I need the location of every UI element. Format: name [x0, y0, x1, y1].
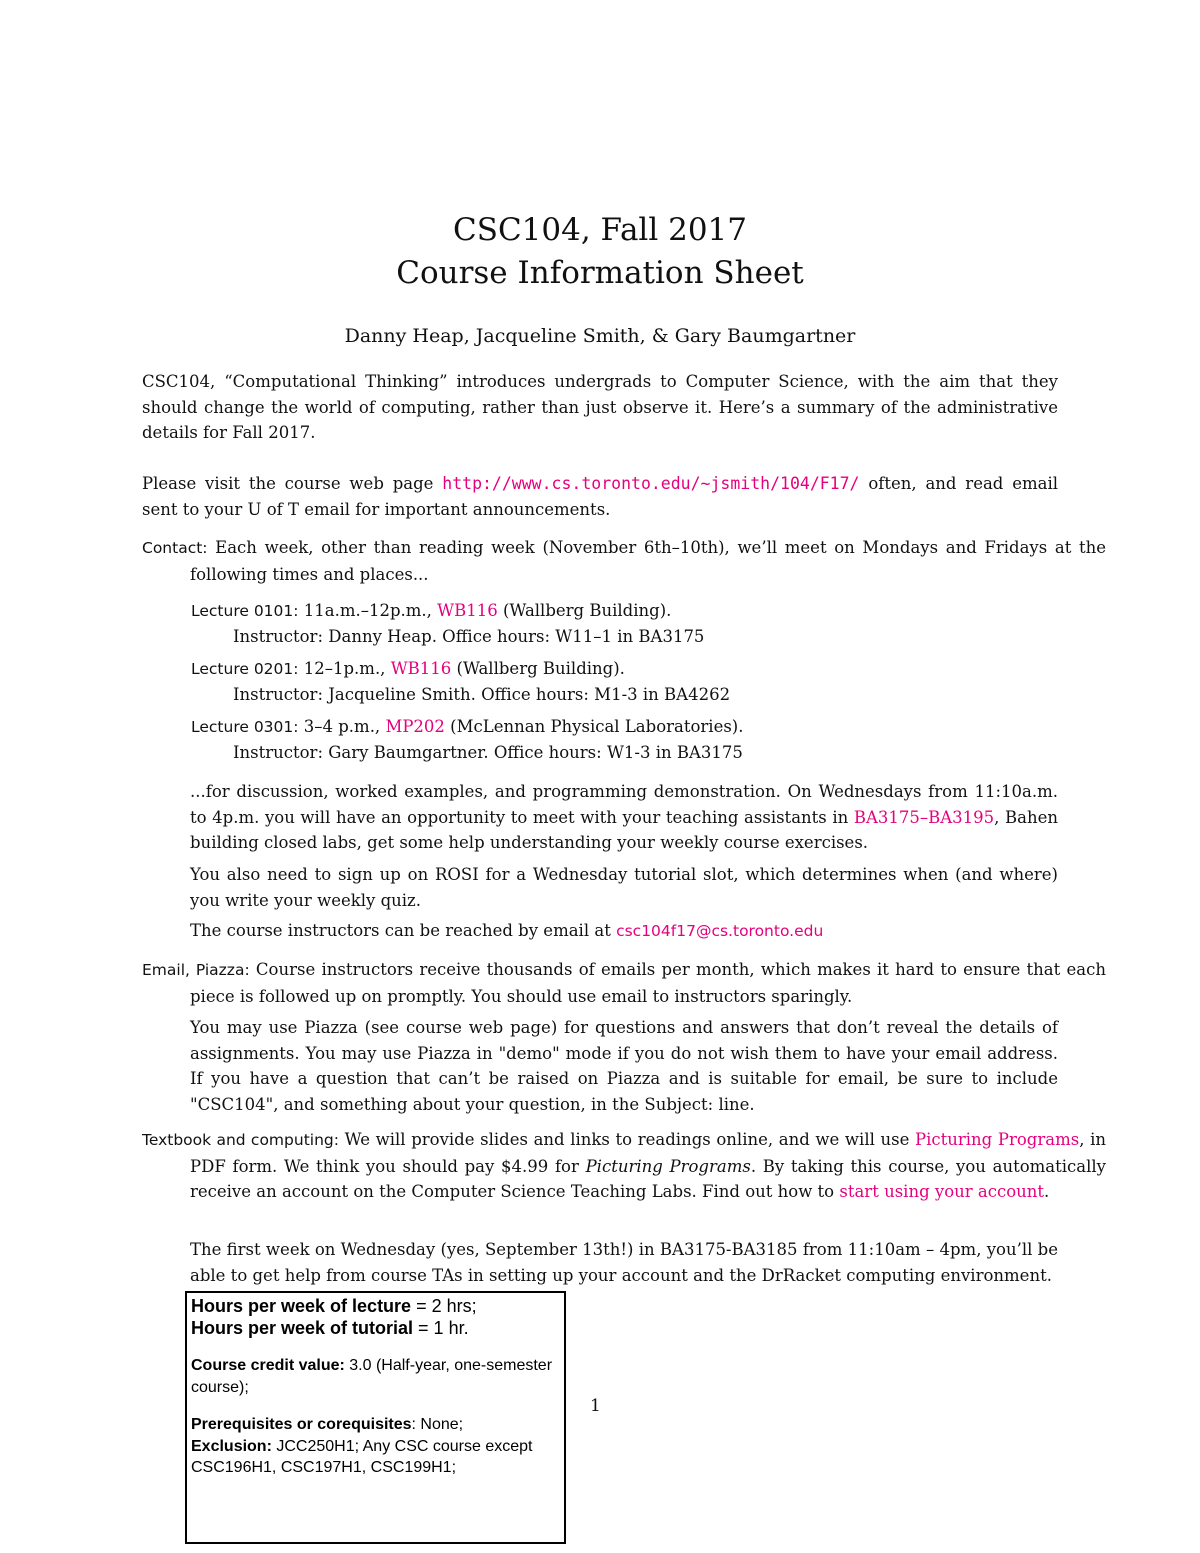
credit-value-text: 3.0 (Half-year, one-semester course);	[191, 1357, 553, 1396]
textbook-text-2: , in PDF form. We think you should pay $4.99 for	[190, 1130, 1107, 1176]
authors-line: Danny Heap, Jacqueline Smith, & Gary Baumgartner	[344, 325, 856, 347]
building-text: (Wallberg Building).	[497, 601, 672, 620]
lecture-0101	[191, 598, 704, 649]
tutorial-hours-label: Hours per week of tutorial	[191, 1318, 414, 1338]
piazza-paragraph: You may use Piazza (see course web page) for questions and answers that don’t reveal the details of assignments. You may use Piazza in "demo" mode if you do not wish them to have your email address. If you have a question that can’t be raised on Piazza and is suitable for email, be sure to include "CSC104", and something about your question, in the Subject: line.	[190, 1018, 1058, 1114]
visit-text-after: often, and read email sent to your U of T email for important announcements.	[142, 474, 1058, 519]
exclusion-line	[191, 1436, 564, 1479]
email-piazza-paragraph	[142, 957, 1106, 1009]
tutorial-hours-value: = 1 hr.	[413, 1318, 469, 1338]
prerequisites-value: : None;	[411, 1416, 464, 1433]
textbook-text-1: We will provide slides and links to readings online, and we will use	[338, 1130, 916, 1149]
lecture-time: 3–4 p.m.,	[298, 717, 386, 736]
contact-text: Each week, other than reading week (November 6th–10th), we’ll meet on Mondays and Fridays at the following times and places...	[190, 538, 1106, 584]
lab-rooms-link[interactable]: BA3175–BA3195	[853, 807, 995, 827]
textbook-text-4: .	[1044, 1182, 1050, 1201]
textbook-label: Textbook and computing:	[142, 1131, 339, 1149]
instructor-email-link[interactable]: csc104f17@cs.toronto.edu	[616, 922, 824, 940]
book-title: Picturing Programs	[585, 1156, 751, 1176]
contact-paragraph	[142, 535, 1106, 587]
lecture-time: 12–1p.m.,	[298, 659, 391, 678]
lecture-label: Lecture 0301:	[191, 718, 299, 736]
lecture-hours-label: Hours per week of lecture	[191, 1296, 412, 1316]
course-url-link[interactable]: http://www.cs.toronto.edu/~jsmith/104/F17/	[442, 474, 860, 493]
email-contact-paragraph	[190, 918, 1058, 945]
email-piazza-text: Course instructors receive thousands of emails per month, which makes it hard to ensure that each piece is followed up on promptly. You should use email to instructors sparingly.	[190, 960, 1106, 1006]
credit-value-line	[191, 1355, 564, 1398]
instructor-line: Instructor: Gary Baumgartner. Office hours: W1-3 in BA3175	[233, 743, 743, 762]
building-text: (McLennan Physical Laboratories).	[444, 717, 744, 736]
tutorial-hours-line	[191, 1317, 564, 1339]
exclusion-value: JCC250H1; Any CSC course except CSC196H1, CSC197H1, CSC199H1;	[191, 1437, 533, 1476]
course-facts-box	[185, 1291, 566, 1544]
visit-text-before: Please visit the course web page	[142, 474, 443, 493]
credit-value-label: Course credit value:	[191, 1357, 345, 1374]
lecture-time: 11a.m.–12p.m.,	[298, 601, 438, 620]
lecture-label: Lecture 0101:	[191, 602, 299, 620]
building-text: (Wallberg Building).	[451, 659, 625, 678]
lecture-hours-value: = 2 hrs;	[411, 1296, 477, 1316]
document-subtitle: Course Information Sheet	[396, 255, 804, 291]
room-link[interactable]: MP202	[385, 717, 445, 736]
room-link[interactable]: WB116	[437, 601, 498, 620]
email-piazza-label: Email, Piazza:	[142, 961, 250, 979]
first-week-paragraph: The first week on Wednesday (yes, September 13th!) in BA3175-BA3185 from 11:10am – 4pm, you’ll be able to get help from course TAs in setting up your account and the DrRacket computing environment.	[190, 1240, 1058, 1285]
discussion-paragraph	[190, 779, 1058, 856]
lecture-0301	[191, 714, 744, 765]
lecture-0201	[191, 656, 730, 707]
page-number: 1	[590, 1396, 601, 1416]
discussion-text-before: ...for discussion, worked examples, and programming demonstration. On Wednesdays from 11:10a.m. to 4p.m. you will have an opportunity to meet with your teaching assistants in	[190, 782, 1058, 827]
lecture-label: Lecture 0201:	[191, 660, 299, 678]
picturing-programs-link[interactable]: Picturing Programs	[915, 1130, 1080, 1149]
instructor-line: Instructor: Jacqueline Smith. Office hours: M1-3 in BA4262	[233, 685, 731, 704]
intro-paragraph: CSC104, “Computational Thinking” introduces undergrads to Computer Science, with the aim that they should change the world of computing, rather than just observe it. Here’s a summary of the administrative details for Fall 2017.	[142, 372, 1058, 442]
contact-label: Contact:	[142, 539, 208, 557]
textbook-text-3: . By taking this course, you automatically receive an account on the Computer Science Teaching Labs. Find out how to	[190, 1156, 1106, 1201]
lecture-hours-line	[191, 1295, 564, 1317]
prerequisites-line	[191, 1414, 564, 1436]
document-title: CSC104, Fall 2017	[452, 212, 747, 248]
discussion-text-after: , Bahen building closed labs, get some help understanding your weekly course exercises.	[190, 807, 1058, 852]
email-text-before: The course instructors can be reached by email at	[190, 921, 617, 940]
room-link[interactable]: WB116	[390, 659, 452, 678]
start-account-link[interactable]: start using your account	[839, 1182, 1045, 1201]
visit-paragraph	[142, 471, 1058, 522]
exclusion-label: Exclusion:	[191, 1437, 272, 1455]
instructor-line: Instructor: Danny Heap. Office hours: W11–1 in BA3175	[233, 627, 705, 646]
rosi-paragraph: You also need to sign up on ROSI for a Wednesday tutorial slot, which determines when (and where) you write your weekly quiz.	[190, 865, 1058, 910]
textbook-paragraph	[142, 1127, 1106, 1205]
prerequisites-label: Prerequisites or corequisites	[191, 1416, 412, 1433]
